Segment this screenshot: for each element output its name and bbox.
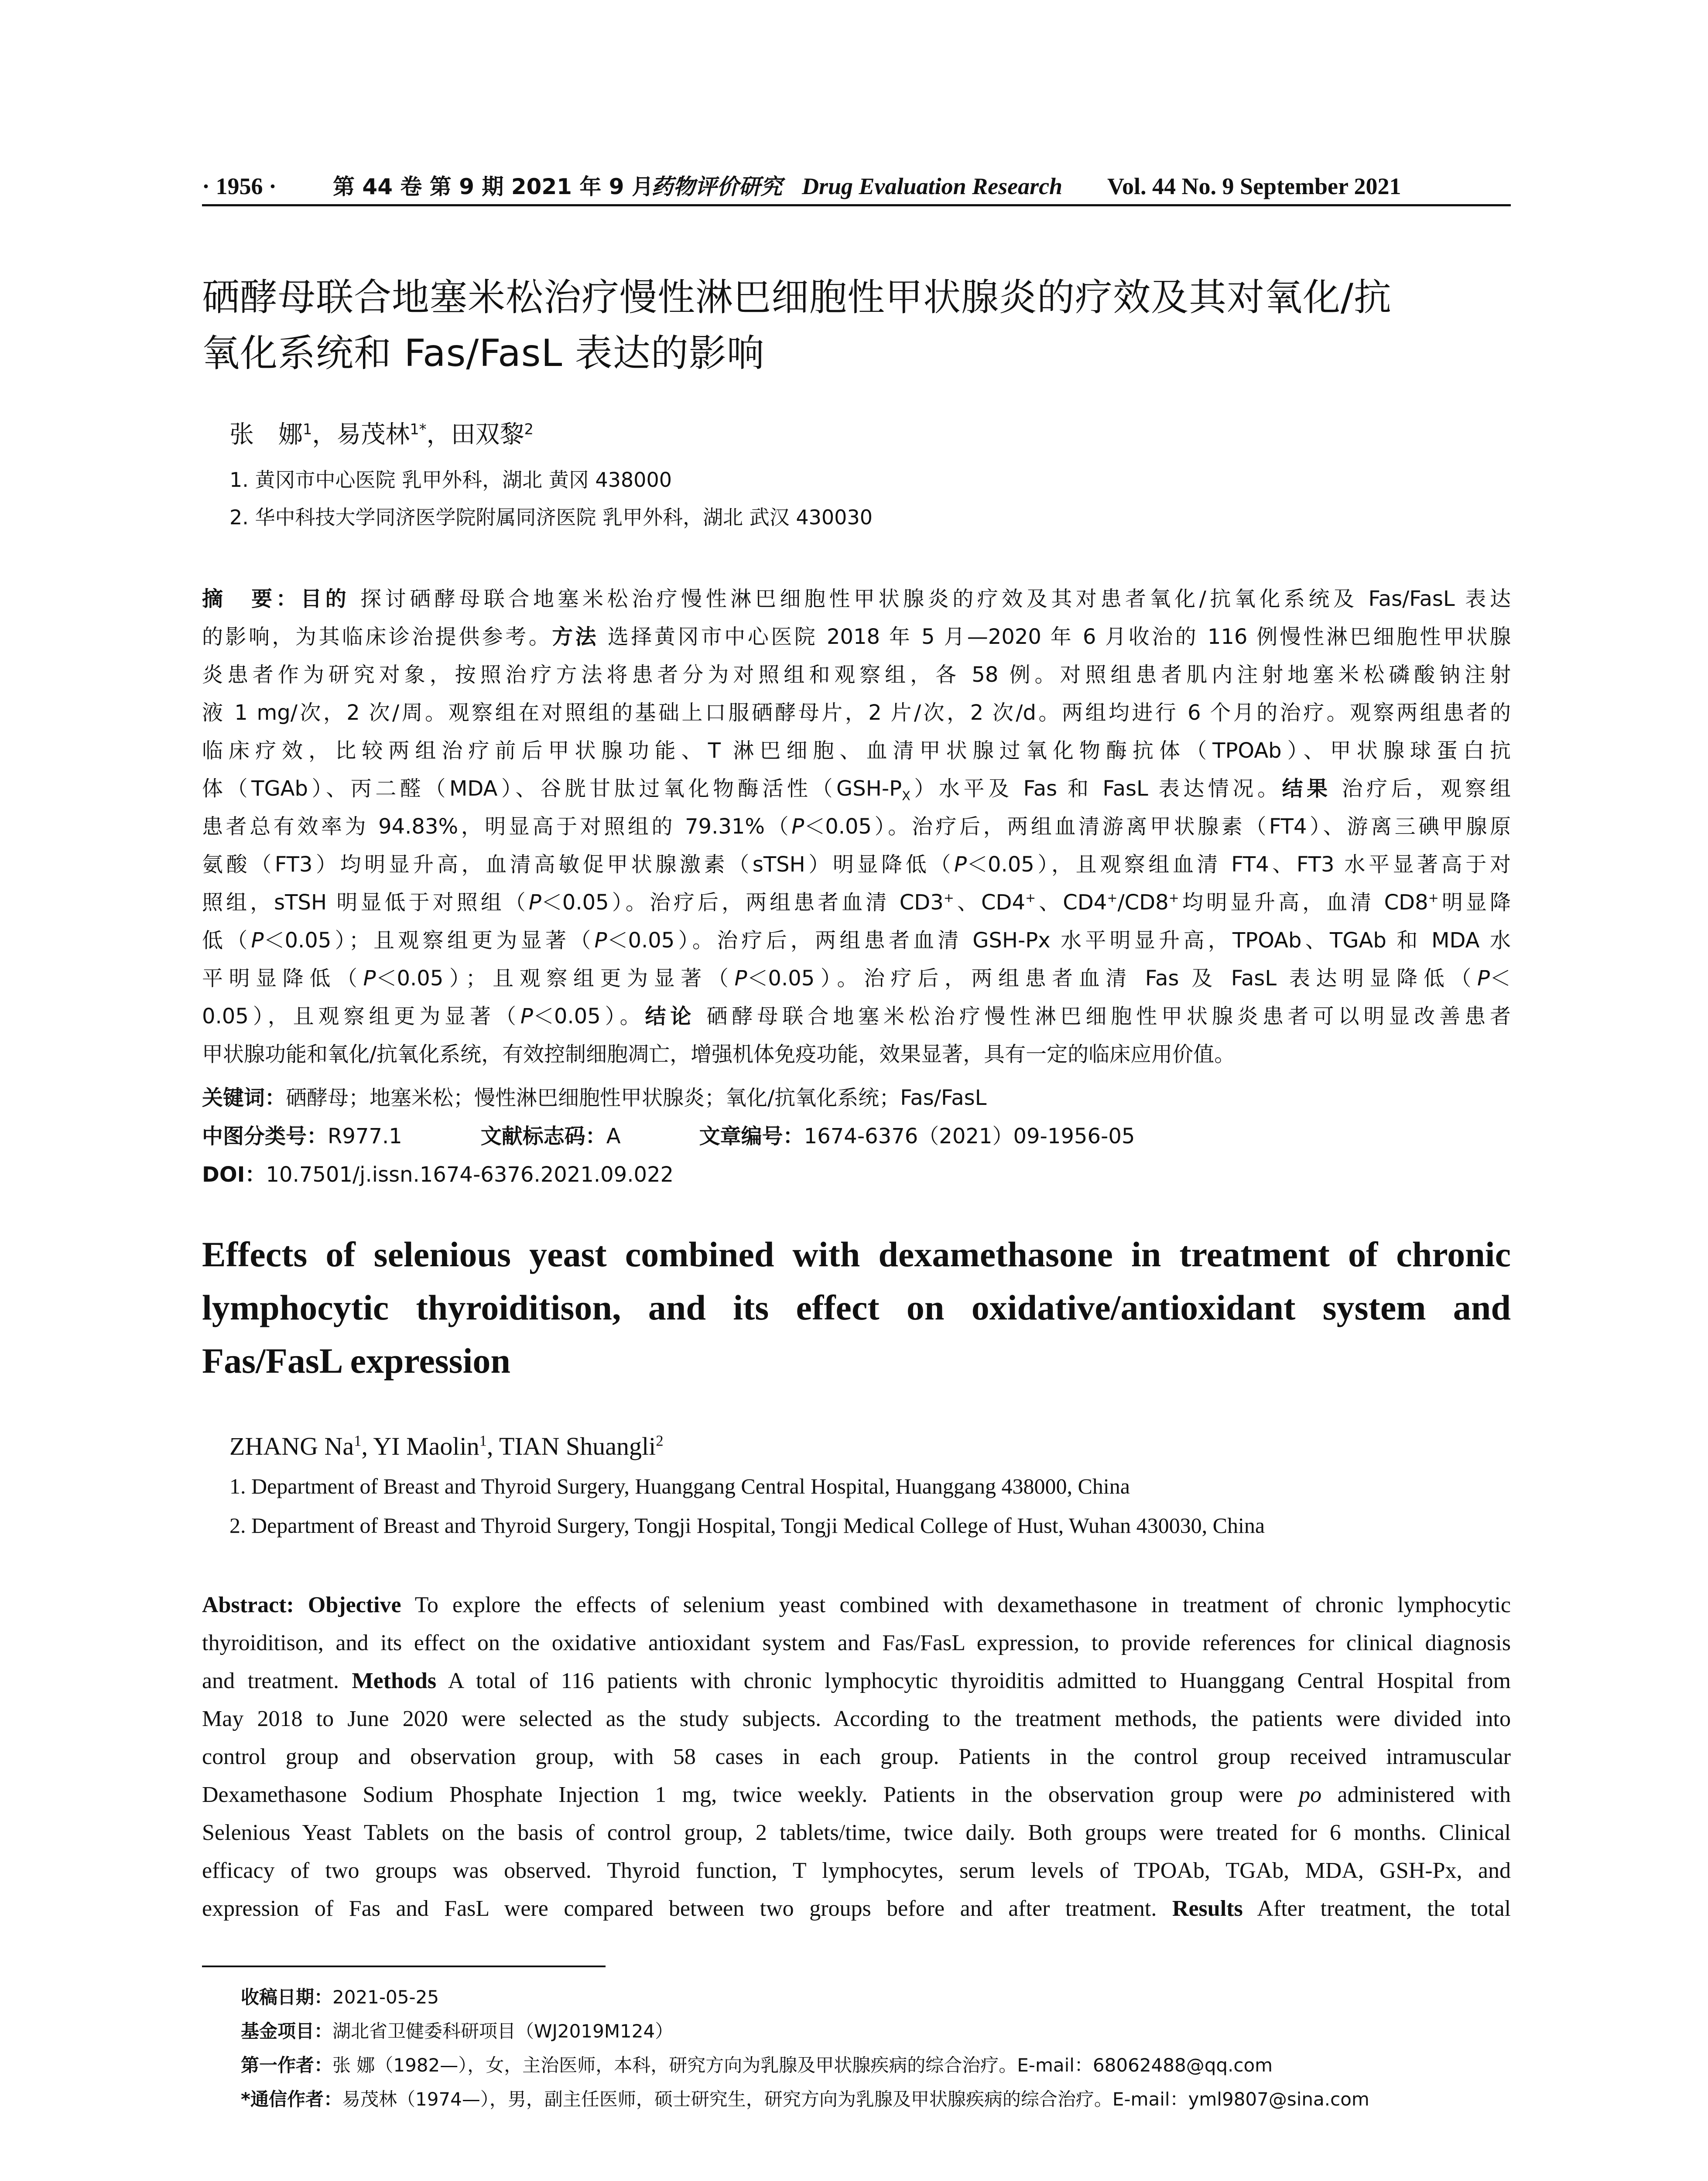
abstract-line: Abstract: Objective To explore the effects of selenium yeast combined with dexamethasone in treatment of chronic lymphocytic xyxy=(202,1593,1511,1617)
abstract-line: 0.05），且观察组更为显著（P＜0.05）。结论 硒酵母联合地塞米松治疗慢性淋巴细胞性甲状腺炎患者可以明显改善患者 xyxy=(202,1004,1511,1029)
issue-en: Vol. 44 No. 9 September 2021 xyxy=(1107,173,1401,199)
en-title-line: Fas/FasL expression xyxy=(202,1341,510,1381)
abstract-line: efficacy of two groups was observed. Thyroid function, T lymphocytes, serum levels of TPOAb, TGAb, MDA, GSH-Px, and xyxy=(202,1858,1511,1883)
abstract-line: 氨酸（FT3）均明显升高，血清高敏促甲状腺激素（sTSH）明显降低（P＜0.05），且观察组血清 FT4、FT3 水平显著高于对 xyxy=(202,852,1511,877)
en-title-line: Effects of selenious yeast combined with dexamethasone in treatment of chronic xyxy=(202,1234,1511,1274)
cn-title-line: 硒酵母联合地塞米松治疗慢性淋巴细胞性甲状腺炎的疗效及其对氧化/抗 xyxy=(202,276,1392,319)
abstract-line: 低（P＜0.05）；且观察组更为显著（P＜0.05）。治疗后，两组患者血清 GSH-Px 水平明显升高，TPOAb、TGAb 和 MDA 水 xyxy=(202,928,1511,953)
cn-doi: DOI：10.7501/j.issn.1674-6376.2021.09.022 xyxy=(202,1162,674,1187)
clc-number: 中图分类号：R977.1 xyxy=(202,1124,402,1149)
abstract-line: 摘 要：目的 探讨硒酵母联合地塞米松治疗慢性淋巴细胞性甲状腺炎的疗效及其对患者氧化/抗氧化系统及 Fas/FasL 表达 xyxy=(202,587,1511,611)
article-number: 文章编号：1674-6376（2021）09-1956-05 xyxy=(699,1124,1135,1149)
en-authors: ZHANG Na$^1$, YI Maolin$^1$, TIAN Shuangli$^2$ xyxy=(229,1432,664,1460)
footnote-rule xyxy=(202,1966,606,1967)
cn-authors: 张 娜$^1$，易茂林$^{1*}$，田双黎$^2$ xyxy=(229,420,534,449)
cn-affiliation: 1. 黄冈市中心医院 乳甲外科，湖北 黄冈 438000 xyxy=(229,468,672,492)
en-affiliation: 1. Department of Breast and Thyroid Surgery, Huanggang Central Hospital, Huanggang 438000, China xyxy=(229,1474,1130,1498)
running-header xyxy=(202,169,1511,200)
abstract-line: 液 1 mg/次，2 次/周。观察组在对照组的基础上口服硒酵母片，2 片/次，2 次/d。两组均进行 6 个月的治疗。观察两组患者的 xyxy=(202,701,1511,725)
abstract-line: and treatment. Methods A total of 116 patients with chronic lymphocytic thyroiditis admitted to Huanggang Central Hospital from xyxy=(202,1668,1511,1693)
abstract-line: expression of Fas and FasL were compared between two groups before and after treatment. Results After treatment, the total xyxy=(202,1896,1511,1921)
en-affiliation: 2. Department of Breast and Thyroid Surgery, Tongji Hospital, Tongji Medical College of Hust, Wuhan 430030, China xyxy=(229,1513,1265,1538)
cn-keywords: 关键词：硒酵母；地塞米松；慢性淋巴细胞性甲状腺炎；氧化/抗氧化系统；Fas/FasL xyxy=(202,1086,987,1110)
abstract-line: 临床疗效，比较两组治疗前后甲状腺功能、T 淋巴细胞、血清甲状腺过氧化物酶抗体（TPOAb）、甲状腺球蛋白抗 xyxy=(202,738,1511,763)
document-code: 文献标志码：A xyxy=(480,1124,621,1149)
footnote-received: 收稿日期：2021-05-25 xyxy=(241,1986,439,2008)
journal-name-en: Drug Evaluation Research xyxy=(802,173,1063,199)
abstract-line: 的影响，为其临床诊治提供参考。方法 选择黄冈市中心医院 2018 年 5 月—2020 年 6 月收治的 116 例慢性淋巴细胞性甲状腺 xyxy=(202,625,1511,649)
en-title-line: lymphocytic thyroiditison, and its effect on oxidative/antioxidant system and xyxy=(202,1288,1511,1327)
abstract-line: 照组，sTSH 明显低于对照组（P＜0.05）。治疗后，两组患者血清 CD3+、CD4+、CD4+/CD8+均明显升高，血清 CD8+明显降 xyxy=(202,890,1511,915)
cn-title-line: 氧化系统和 Fas/FasL 表达的影响 xyxy=(202,332,765,375)
en-title xyxy=(202,1228,1511,1388)
abstract-line: 甲状腺功能和氧化/抗氧化系统，有效控制细胞凋亡，增强机体免疫功能，效果显著，具有一定的临床应用价值。 xyxy=(202,1042,1236,1067)
cn-classification xyxy=(202,1119,1213,1149)
footnote-corresponding-author: *通信作者：易茂林（1974—），男，副主任医师，硕士研究生，研究方向为乳腺及甲状腺疾病的综合治疗。E-mail：yml9807@sina.com xyxy=(241,2089,1369,2110)
cn-affiliation: 2. 华中科技大学同济医学院附属同济医院 乳甲外科，湖北 武汉 430030 xyxy=(229,506,873,529)
en-abstract xyxy=(202,1586,1511,1928)
journal-name-cn: 药物评价研究 xyxy=(651,174,782,199)
abstract-line: 患者总有效率为 94.83%，明显高于对照组的 79.31%（P＜0.05）。治疗后，两组血清游离甲状腺素（FT4）、游离三碘甲腺原 xyxy=(202,814,1511,839)
issue-cn: 第 44 卷 第 9 期 2021 年 9 月 xyxy=(333,174,654,199)
footnote-funding: 基金项目：湖北省卫健委科研项目（WJ2019M124） xyxy=(241,2020,674,2042)
abstract-line: Selenious Yeast Tablets on the basis of control group, 2 tablets/time, twice daily. Both groups were treated for 6 months. Clinical xyxy=(202,1820,1511,1845)
header-rule xyxy=(202,204,1511,206)
abstract-line: May 2018 to June 2020 were selected as the study subjects. According to the treatment methods, the patients were divided into xyxy=(202,1706,1511,1731)
abstract-line: control group and observation group, with 58 cases in each group. Patients in the control group received intramuscular xyxy=(202,1744,1511,1769)
cn-abstract xyxy=(202,580,1511,1073)
abstract-line: 炎患者作为研究对象，按照治疗方法将患者分为对照组和观察组，各 58 例。对照组患者肌内注射地塞米松磷酸钠注射 xyxy=(202,663,1511,687)
footnote-first-author: 第一作者：张 娜（1982—），女，主治医师，本科，研究方向为乳腺及甲状腺疾病的综合治疗。E-mail：68062488@qq.com xyxy=(241,2055,1273,2076)
cn-title xyxy=(202,270,1511,381)
abstract-line: thyroiditison, and its effect on the oxidative antioxidant system and Fas/FasL expression, to provide references for clinical diagnosis xyxy=(202,1631,1511,1655)
abstract-line: 体（TGAb）、丙二醛（MDA）、谷胱甘肽过氧化物酶活性$(GSH-P_X)$水平及 Fas 和 FasL 表达情况。结果 治疗后，观察组 xyxy=(202,776,1511,803)
abstract-line: 平明显降低（P＜0.05）；且观察组更为显著（P＜0.05）。治疗后，两组患者血清 Fas 及 FasL 表达明显降低（P＜ xyxy=(202,966,1511,991)
abstract-line: Dexamethasone Sodium Phosphate Injection 1 mg, twice weekly. Patients in the observation group were po administered with xyxy=(202,1782,1511,1807)
page-number: · 1956 · xyxy=(202,173,277,199)
